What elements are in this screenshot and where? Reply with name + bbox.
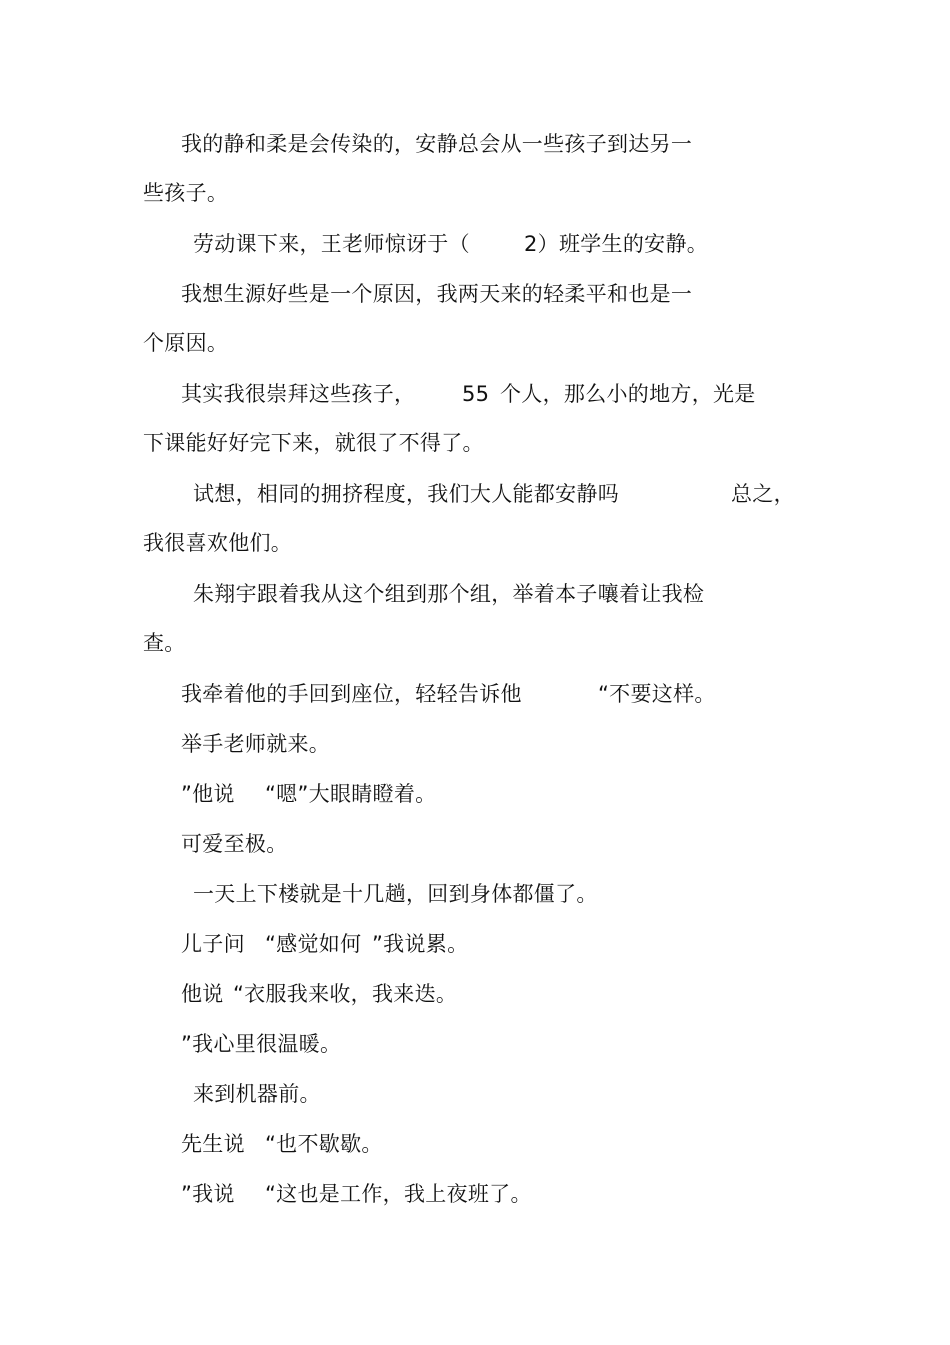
text-line: ”我心里很温暖。: [181, 1032, 342, 1056]
text-line: “不要这样。: [598, 682, 716, 706]
text-line: 一天上下楼就是十几趟，回到身体都僵了。: [193, 882, 598, 906]
text-line: 儿子问: [181, 932, 245, 956]
text-line: 来到机器前。: [193, 1082, 321, 1106]
text-line: ”我说: [181, 1182, 235, 1206]
text-line: 查。: [143, 631, 186, 655]
text-line: ”他说: [181, 782, 235, 806]
text-line: 先生说: [181, 1132, 245, 1156]
text-line: “衣服我来收，我来迭。: [233, 982, 458, 1006]
text-line: 55: [462, 382, 490, 406]
text-line: 我想生源好些是一个原因，我两天来的轻柔平和也是一: [181, 282, 693, 306]
text-line: 他说: [181, 982, 224, 1006]
text-line: 其实我很崇拜这些孩子，: [181, 382, 416, 406]
text-line: “嗯”大眼睛瞪着。: [265, 782, 437, 806]
text-line: 我的静和柔是会传染的，安静总会从一些孩子到达另一: [181, 132, 693, 156]
text-line: 试想，相同的拥挤程度，我们大人能都安静吗: [193, 482, 619, 506]
text-line: 朱翔宇跟着我从这个组到那个组，举着本子嚷着让我检: [193, 582, 705, 606]
text-line: 些孩子。: [143, 181, 229, 205]
text-line: 个人，那么小的地方，光是: [500, 382, 756, 406]
text-line: 我牵着他的手回到座位，轻轻告诉他: [181, 682, 522, 706]
text-line: 下课能好好完下来，就很了不得了。: [143, 431, 484, 455]
text-line: 举手老师就来。: [181, 732, 331, 756]
text-line: “感觉如何: [265, 932, 362, 956]
text-line: 可爱至极。: [181, 832, 288, 856]
text-line: 总之，: [731, 482, 795, 506]
text-line: “这也是工作，我上夜班了。: [265, 1182, 532, 1206]
text-line: “也不歇歇。: [265, 1132, 383, 1156]
text-line: 2）班学生的安静。: [524, 232, 709, 256]
text-line: 个原因。: [143, 331, 229, 355]
text-line: 我很喜欢他们。: [143, 531, 293, 555]
text-line: ”我说累。: [372, 932, 469, 956]
text-line: 劳动课下来，王老师惊讶于（: [193, 232, 470, 256]
